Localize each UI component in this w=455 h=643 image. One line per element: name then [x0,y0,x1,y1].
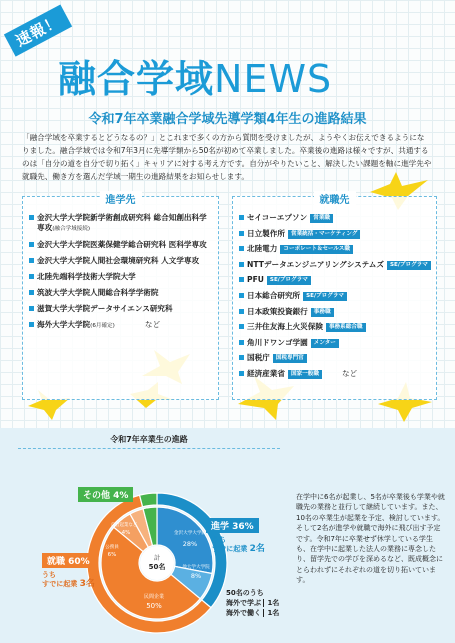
inner-pct-self: 4% [121,530,131,536]
employer-item [239,307,432,317]
graduate-school-item [29,240,214,250]
inner-label-private: 民間企業 [143,594,165,600]
intro-paragraph: 「融合学域を卒業するとどうなるの？」とこれまで多くの方から質問を受けましたが、ようやくお伝えできるようになりました。融合学域では令和7年3月に先導学類から50名が初めて卒業しました。卒業後の進路は様々ですが、共通するのは「自分の道を自分で切り拓く」キャリアに対する考え方です。自分がやりたいこと、解決したい課題を軸に進学先や就職先、働き方を選んだ学域一期生の進路結果をお知らせします。 [22,133,432,181]
employer-name: 日立製作所 [247,228,285,238]
employer-item [239,369,432,379]
employer-item [239,338,432,348]
graduate-school-name: 金沢大学大学院医薬保健学総合研究科 医科学専攻 [37,240,207,249]
graduate-school-item [29,272,214,282]
employer-item [239,213,432,223]
graduate-school-name: 金沢大学大学院新学術創成研究科 総合知創出科学専攻 [37,213,207,232]
graduate-school-name: 金沢大学大学院人間社会環境研究科 人文学専攻 [37,256,200,265]
inner-label-civil: 公務員 [105,545,119,550]
employer-item [239,260,432,270]
graduate-school-heading: 進学先 [100,191,142,206]
graduate-school-item [29,288,214,298]
job-role-tag: 国税専門官 [273,354,307,363]
graduate-school-name: 滋賀大学大学院データサイエンス研究科 [37,304,173,313]
graduate-school-item [29,304,214,314]
employer-name: PFU [247,275,264,285]
employer-item [239,291,432,301]
title-en: NEWS [214,57,333,101]
inner-pct-private: 50% [146,602,162,610]
employer-name: 角川ドワンゴ学園 [247,337,308,347]
employer-item [239,244,432,254]
etc-label: など [341,368,358,378]
employer-name: 北陸電力 [247,244,278,254]
page-subtitle: 令和7年卒業融合学域先導学類4年生の進路結果 [88,112,367,127]
job-role-tag: 営業職 [310,214,333,223]
pie-center-label: 計 [153,555,161,562]
inner-pct-other-univ: 8% [190,572,202,580]
career-pie-chart [86,492,228,634]
inner-label-kanazawa: 金沢大学大学院 [173,531,207,536]
etc-label: など [144,320,161,329]
other-badge: その他 4% [78,487,133,502]
graduate-school-panel [22,196,219,400]
employment-note: うち すでに起業 3名 [42,571,95,589]
graduate-school-name: 筑波大学大学院人間総合科学学術院 [37,288,159,297]
employment-panel [232,196,437,400]
graduate-school-name: 北陸先端科学技術大学院大学 [37,272,136,281]
title-jp: 融合学域 [58,57,215,101]
job-role-tag: 国家一般職 [288,370,322,379]
graduate-school-item [29,320,214,331]
outer-ring-slice [140,493,157,507]
inner-pct-kanazawa: 28% [182,540,198,548]
grad-school-note: うち すでに起業 2名 [212,536,265,554]
page-title [58,48,332,103]
employment-heading: 就職先 [314,191,356,206]
graduate-school-note: (融合学域接続) [52,226,91,232]
employer-name: 国税庁 [247,353,270,363]
job-role-tag: コーポレート＆セールス職 [280,245,353,254]
employer-name: 日本総合研究所 [247,290,301,300]
chart-title: 令和7年卒業生の進路 [18,434,280,449]
graduate-school-name: 海外大学大学院 [37,320,91,329]
inner-pct-civil: 6% [107,552,117,558]
employer-name: 日本政策投資銀行 [247,306,308,316]
job-role-tag: メンター [311,339,339,348]
job-role-tag: 事務職 [311,308,334,317]
employer-name: 経済産業省 [247,368,285,378]
graduate-school-item [29,213,214,234]
employer-item [239,322,432,332]
job-role-tag: SE/プログラマ [267,276,311,285]
graduate-school-note: (6月確定) [90,323,115,329]
career-notes: 在学中に6名が起業し、5名が卒業後も学業や就職先の業務と並行して継続しています。また、10名の卒業生が起業を予定、検討しています。そして2名が進学や就職で海外に飛び出す予定です。令和7年に卒業せず休学している学生も、在学中に起業した法人の業務に専念したり、留学先での学びを深めるなど、既成概念にとらわれずにそれぞれの道を切り拓いています。 [296,493,445,585]
job-role-tag: SE/プログラマ [387,261,431,270]
job-role-tag: SE/プログラマ [303,292,347,301]
pie-center-value: 50名 [148,563,166,571]
inner-label-self: 自営起業など [110,523,138,528]
employer-item [239,353,432,363]
graduate-school-item [29,256,214,266]
job-role-tag: 営業統括・マーケティング [288,230,360,239]
inner-label-other-univ: 他大学大学院 [182,565,210,570]
employer-name: セイコーエプソン [247,213,308,222]
employer-name: NTTデータエンジニアリングシステムズ [247,259,384,269]
employer-item [239,229,432,239]
abroad-info: 50名のうち 海外で学ぶ 1名 海外で働く 1名 [226,589,280,617]
grad-school-badge: 進学 36% [206,518,259,533]
employment-badge: 就職 60% [42,553,95,568]
graduate-school-list [29,213,214,337]
employer-name: 三井住友海上火災保険 [247,322,323,332]
breaking-ribbon: 速報！ [4,4,72,56]
employment-list [239,213,432,385]
employer-item [239,275,432,285]
job-role-tag: 事務系総合職 [326,323,366,332]
